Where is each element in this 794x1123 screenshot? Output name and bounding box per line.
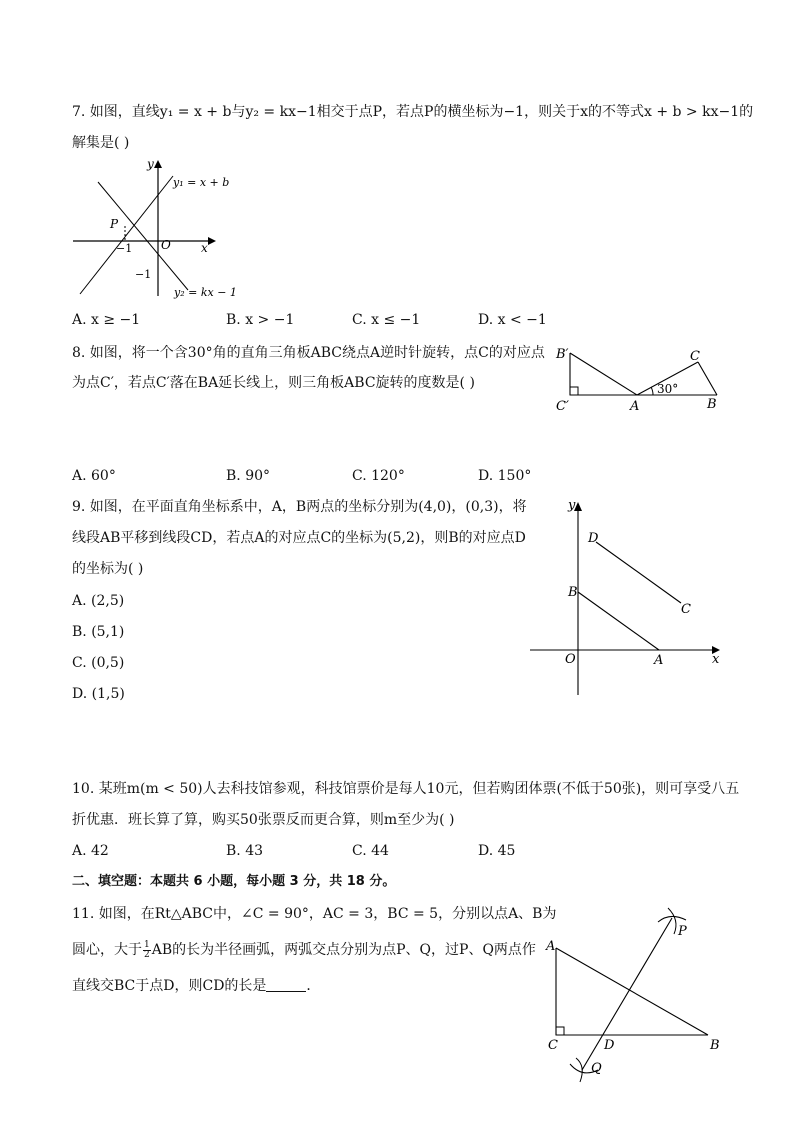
- q8-option-c[interactable]: C. 120°: [352, 468, 405, 484]
- q10-option-d[interactable]: D. 45: [478, 843, 516, 859]
- q9-b-label: B: [568, 585, 578, 600]
- q8-figure: [550, 340, 730, 415]
- q11-answer-blank[interactable]: [266, 991, 306, 992]
- q9-stem-line2: 线段AB平移到线段CD，若点A的对应点C的坐标为(5,2)，则B的对应点D: [72, 530, 526, 546]
- q7-point-p-label: P: [110, 217, 119, 231]
- q7-figure: [68, 156, 248, 306]
- section-2-heading: 二、填空题：本题共 6 小题，每小题 3 分，共 18 分。: [72, 874, 396, 889]
- q8-stem-line1: 8. 如图，将一个含30°角的直角三角板ABC绕点A逆时针旋转，点C的对应点: [72, 345, 545, 361]
- q10-stem-line2: 折优惠．班长算了算，购买50张票反而更合算，则m至少为( ): [72, 812, 455, 828]
- q7-y-axis-label: y: [147, 157, 154, 171]
- q7-option-a[interactable]: A. x ≥ −1: [72, 312, 141, 328]
- q9-origin-label: O: [565, 652, 576, 667]
- q8-c-label: C: [690, 349, 700, 364]
- q11-stem-line1: 11. 如图，在Rt△ABC中，∠C = 90°，AC = 3，BC = 5，分别以点A、B为: [72, 906, 557, 922]
- q9-a-label: A: [654, 653, 664, 668]
- q11-b-label: B: [710, 1038, 720, 1053]
- q8-b-label: B: [707, 397, 717, 412]
- q11-frac-den: 2: [144, 949, 150, 960]
- q8-option-a[interactable]: A. 60°: [72, 468, 116, 484]
- q9-x-axis-label: x: [712, 652, 720, 667]
- q8-option-d[interactable]: D. 150°: [478, 468, 532, 484]
- q8-a-label: A: [630, 399, 640, 414]
- q8-angle-label: 30°: [657, 382, 679, 396]
- q7-stem-line1: 7. 如图，直线y₁ = x + b与y₂ = kx−1相交于点P，若点P的横坐标为−1，则关于x的不等式x + b > kx−1的: [72, 104, 754, 120]
- q7-line2-label: y₂ = kx − 1: [174, 286, 237, 299]
- q9-stem-line1: 9. 如图，在平面直角坐标系中，A，B两点的坐标分别为(4,0)，(0,3)，将: [72, 499, 527, 515]
- q7-option-d[interactable]: D. x < −1: [478, 312, 547, 328]
- q9-option-b[interactable]: B. (5,1): [72, 624, 125, 640]
- q8-c-prime-label: C′: [556, 399, 569, 414]
- q11-line2-post: AB的长为半径画弧，两弧交点分别为点P、Q，过P、Q两点作: [151, 942, 536, 958]
- q11-stem-line2: [72, 940, 536, 960]
- q11-line3-post: ．: [306, 978, 321, 994]
- q7-x-axis-label: x: [201, 241, 208, 255]
- q9-option-d[interactable]: D. (1,5): [72, 686, 125, 702]
- q7-origin-label: O: [161, 238, 171, 252]
- q8-option-b[interactable]: B. 90°: [226, 468, 271, 484]
- q9-y-axis-label: y: [568, 498, 576, 513]
- q11-fraction: [143, 941, 151, 960]
- q11-c-label: C: [548, 1038, 558, 1053]
- q10-stem-line1: 10. 某班m(m < 50)人去科技馆参观，科技馆票价是每人10元，但若购团体票(不低于50张)，则可享受八五: [72, 781, 740, 797]
- q9-d-label: D: [588, 531, 599, 546]
- q11-a-label: A: [546, 939, 556, 954]
- q7-option-c[interactable]: C. x ≤ −1: [352, 312, 421, 328]
- q9-stem-line3: 的坐标为( ): [72, 561, 144, 577]
- q9-option-c[interactable]: C. (0,5): [72, 655, 125, 671]
- q7-option-b[interactable]: B. x > −1: [226, 312, 295, 328]
- q11-line2-pre: 圆心，大于: [72, 942, 142, 958]
- q11-stem-line3: [72, 976, 320, 996]
- q11-line3-pre: 直线交BC于点D，则CD的长是: [72, 978, 267, 994]
- q10-option-c[interactable]: C. 44: [352, 843, 389, 859]
- q11-p-label: P: [678, 924, 687, 939]
- q11-d-label: D: [604, 1038, 615, 1053]
- q11-q-label: Q: [591, 1061, 602, 1076]
- q7-line1-label: y₁ = x + b: [173, 176, 230, 189]
- q9-option-a[interactable]: A. (2,5): [72, 593, 125, 609]
- q10-option-a[interactable]: A. 42: [72, 843, 109, 859]
- q11-figure: [540, 900, 730, 1085]
- q9-figure: [528, 495, 728, 700]
- q10-option-b[interactable]: B. 43: [226, 843, 264, 859]
- q7-tick-x-label: −1: [116, 242, 133, 255]
- q9-c-label: C: [681, 602, 691, 617]
- q8-b-prime-label: B′: [556, 347, 569, 362]
- q11-frac-num: 1: [144, 939, 150, 950]
- q7-tick-y-label: −1: [135, 268, 152, 281]
- q7-stem-line2: 解集是( ): [72, 135, 130, 151]
- q8-stem-line2: 为点C′，若点C′落在BA延长线上，则三角板ABC旋转的度数是( ): [72, 375, 475, 391]
